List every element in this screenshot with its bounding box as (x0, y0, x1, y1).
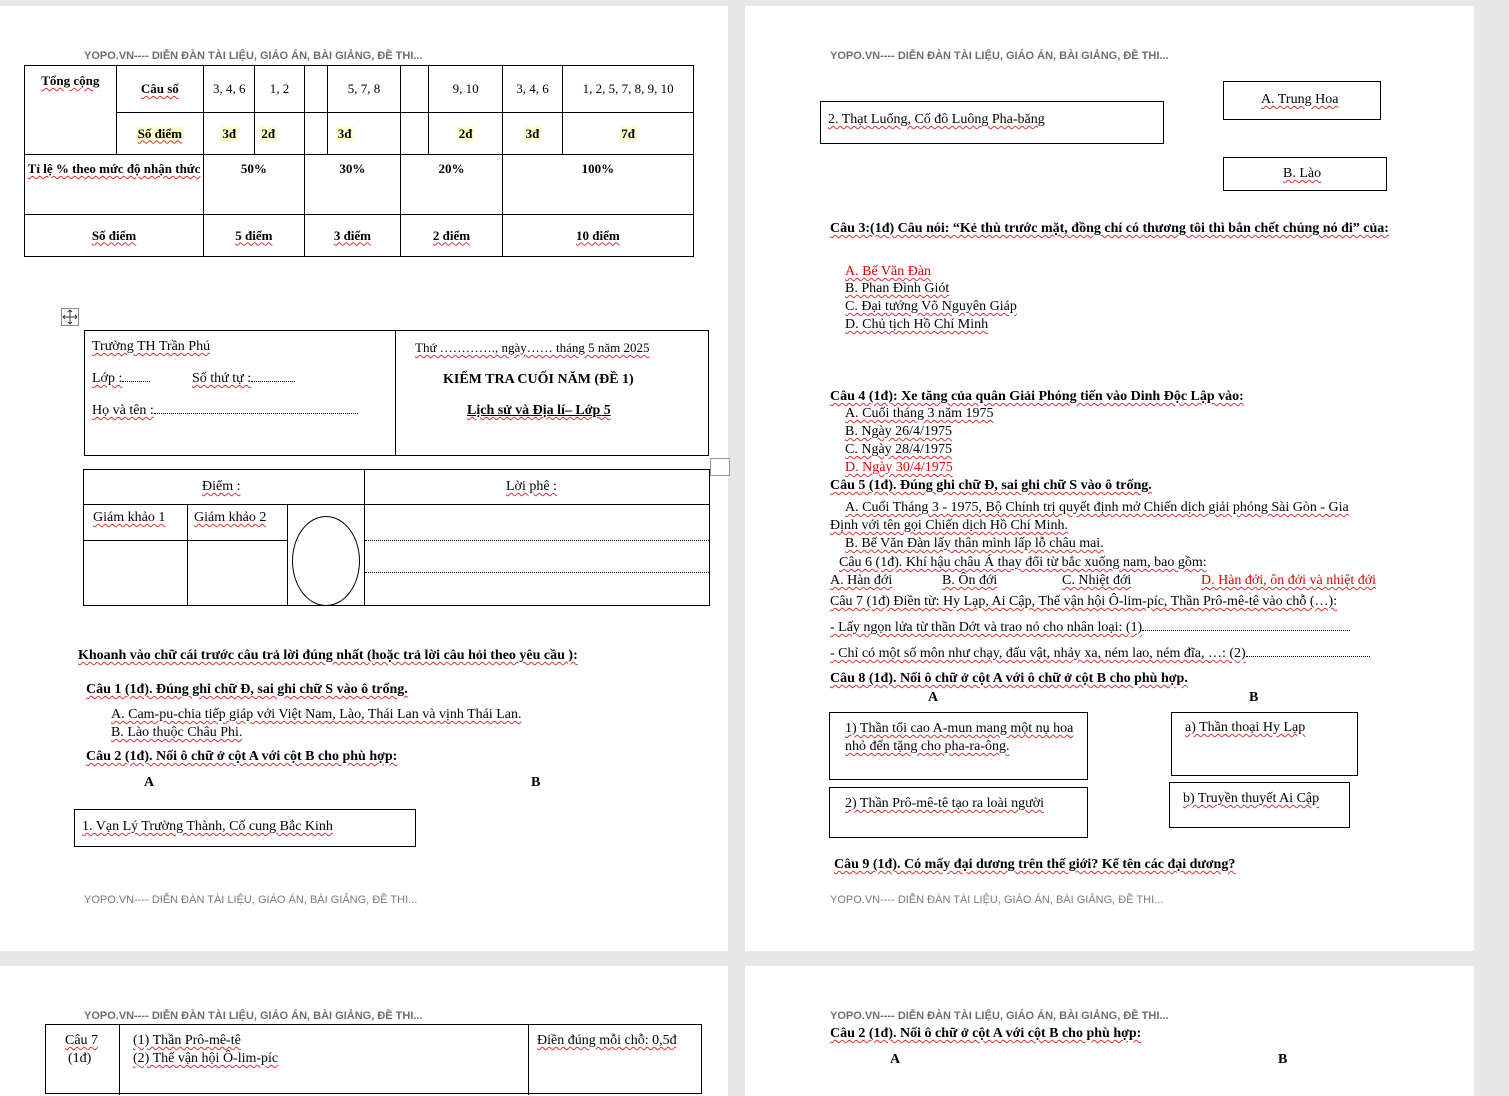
question-4-option-d: D. Ngày 30/4/1975 (845, 460, 953, 475)
answer-question-label: Câu 7 (65, 1033, 99, 1048)
score-label: Số điểm (91, 227, 137, 243)
question-4-option-b: B. Ngày 26/4/1975 (845, 424, 952, 439)
date-line: Thứ …………., ngày…… tháng 5 năm 2025 (415, 340, 650, 355)
match-box-a1[interactable] (74, 809, 416, 847)
resize-handle[interactable] (710, 458, 730, 476)
matrix-cell: 3, 4, 6 (204, 66, 255, 113)
match-text: b) Truyền thuyết Ai Cập (1183, 791, 1320, 806)
column-b-label: B (1278, 1052, 1288, 1067)
question-1-title: Câu 1 (1đ). Đúng ghi chữ Đ, sai ghi chữ S vào ô trống. (86, 682, 408, 697)
question-3-title: Câu 3:(1đ) Câu nói: “Kẻ thù trước mặt, đồng chí có thương tôi thì bắn chết chúng nó đi” của: (830, 221, 1389, 236)
answer-1: (1) Thần Prô-mê-tê (133, 1033, 241, 1048)
page-header: YOPO.VN---- DIỄN ĐÀN TÀI LIỆU, GIÁO ÁN, BÀI GIẢNG, ĐỀ THI... (84, 1010, 423, 1022)
question-8-title: Câu 8 (1đ). Nối ô chữ ở cột A với ô chữ ở cột B cho phù hợp. (830, 671, 1188, 686)
matrix-cell (304, 66, 327, 113)
matrix-cell (304, 113, 327, 155)
column-a-label: A (928, 690, 939, 705)
question-1-option-b: B. Lào thuộc Châu Phi. (111, 725, 243, 740)
matrix-cell: 10 điểm (576, 227, 620, 243)
matrix-cell: 5, 7, 8 (327, 66, 400, 113)
question-7-line-1[interactable]: - Lấy ngọn lửa từ thần Dớt và trao nó cho nhân loại: (1) (830, 620, 1350, 636)
class-field[interactable]: Lớp : (92, 371, 150, 387)
answer-points: (1đ) (68, 1051, 92, 1066)
page-header: YOPO.VN---- DIỄN ĐÀN TÀI LIỆU, GIÁO ÁN, BÀI GIẢNG, ĐỀ THI... (830, 1010, 1169, 1022)
exam-title: KIỂM TRA CUỐI NĂM (ĐỀ 1) (443, 372, 634, 387)
matrix-cell: 5 điểm (235, 227, 273, 243)
matrix-cell: 30% (304, 155, 401, 215)
match-box-8-b2[interactable] (1169, 782, 1350, 828)
subject-title: Lịch sử và Địa lí– Lớp 5 (467, 403, 611, 418)
instruction-text: Khoanh vào chữ cái trước câu trả lời đúng nhất (hoặc trả lời câu hỏi theo yêu cầu ): (78, 648, 578, 663)
question-5-option-a: A. Cuối Tháng 3 - 1975, Bộ Chính trị quyết định mở Chiến dịch giải phóng Sài Gòn - Gia (845, 500, 1349, 515)
question-2-title: Câu 2 (1đ). Nối ô chữ ở cột A với cột B cho phù hợp: (830, 1026, 1142, 1041)
page-footer: YOPO.VN---- DIỄN ĐÀN TÀI LIỆU, GIÁO ÁN, BÀI GIẢNG, ĐỀ THI... (830, 894, 1164, 906)
matrix-cell: 3đ (337, 125, 352, 141)
question-7-title: Câu 7 (1đ) Điền từ: Hy Lạp, Ai Cập, Thế vận hội Ô-lim-píc, Thần Prô-mê-tê vào chỗ (…): (830, 594, 1338, 609)
matrix-cell: 7đ (621, 125, 635, 141)
match-text: 1. Vạn Lý Trường Thành, Cố cung Bắc Kinh (82, 819, 333, 834)
match-text: 2. Thạt Luổng, Cố đô Luông Pha-băng (828, 112, 1045, 127)
matrix-cell: 20% (401, 155, 503, 215)
points-label: Số điểm (137, 125, 183, 141)
question-1-option-a: A. Cam-pu-chia tiếp giáp với Việt Nam, Lào, Thái Lan và vịnh Thái Lan. (111, 707, 522, 722)
question-4-title: Câu 4 (1đ): Xe tăng của quân Giải Phóng tiến vào Dinh Độc Lập vào: (830, 389, 1244, 404)
score-box (83, 469, 710, 606)
question-3-option-a: A. Bế Văn Đàn (845, 264, 932, 279)
column-a-label: A (144, 775, 155, 790)
matrix-cell: 3, 4, 6 (502, 66, 562, 113)
answer-2: (2) Thế vận hội Ô-lim-píc (133, 1051, 279, 1066)
page-1 (0, 6, 728, 951)
question-5-option-a-cont: Định với tên gọi Chiến dịch Hồ Chí Minh. (830, 518, 1069, 533)
question-3-option-d: D. Chủ tịch Hồ Chí Minh (845, 317, 989, 332)
scoring-note: Điền đúng mỗi chỗ: 0,5đ (537, 1033, 677, 1048)
name-field[interactable]: Họ và tên : (92, 403, 358, 419)
column-a-label: A (890, 1052, 901, 1067)
page-header: YOPO.VN---- DIỄN ĐÀN TÀI LIỆU, GIÁO ÁN, BÀI GIẢNG, ĐỀ THI... (830, 50, 1169, 62)
question-6-title: Câu 6 (1đ). Khí hậu châu Á thay đổi từ bắc xuống nam, bao gồm: (839, 555, 1207, 570)
matrix-cell: 2đ (458, 125, 473, 141)
examiner-2-label: Giám khảo 2 (194, 510, 267, 525)
seat-number-field[interactable]: Số thứ tự : (192, 371, 295, 387)
question-5-title: Câu 5 (1đ). Đúng ghi chữ Đ, sai ghi chữ S vào ô trống. (830, 478, 1152, 493)
comment-label: Lời phê : (506, 479, 557, 494)
question-3-option-c: C. Đại tướng Võ Nguyên Giáp (845, 299, 1017, 314)
answer-table (45, 1024, 702, 1094)
matrix-cell: 3 điểm (333, 227, 372, 243)
question-number-label: Câu số (140, 81, 179, 96)
match-box-b-b[interactable] (1223, 157, 1387, 191)
score-label: Điểm : (202, 479, 241, 494)
match-box-8-b1[interactable] (1171, 712, 1358, 776)
match-text: a) Thần thoại Hy Lạp (1185, 720, 1306, 735)
matrix-cell: 3đ (222, 125, 237, 141)
column-b-label: B (1249, 690, 1259, 705)
column-b-label: B (531, 775, 541, 790)
table-move-handle-icon[interactable] (61, 308, 79, 326)
page-4 (745, 966, 1474, 1096)
matrix-cell: 9, 10 (429, 66, 502, 113)
question-7-line-2[interactable]: - Chỉ có một số môn như chạy, đấu vật, nhảy xa, ném lao, ném đĩa, …: (2) (830, 646, 1370, 662)
question-6-option-c: C. Nhiệt đới (1062, 573, 1132, 588)
matrix-cell (401, 113, 429, 155)
question-3-option-b: B. Phan Đình Giót (845, 281, 950, 296)
match-box-8-a1[interactable] (829, 712, 1088, 780)
ratio-label: Tỉ lệ % theo mức độ nhận thức (27, 161, 201, 176)
question-2-title: Câu 2 (1đ). Nối ô chữ ở cột A với cột B cho phù hợp: (86, 749, 398, 764)
question-6-option-a: A. Hàn đới (830, 573, 893, 588)
question-4-option-a: A. Cuối tháng 3 năm 1975 (845, 406, 994, 421)
matrix-cell: 2 điểm (432, 227, 471, 243)
match-box-8-a2[interactable] (829, 787, 1088, 838)
match-text: 2) Thần Prô-mê-tê tạo ra loài người (845, 796, 1045, 811)
matrix-cell: 50% (204, 155, 305, 215)
question-6-option-d: D. Hàn đới, ôn đới và nhiệt đới (1201, 573, 1377, 588)
match-text: 1) Thần tối cao A-mun mang một nụ hoa nhỏ đến tặng cho pha-ra-ông. (845, 721, 1074, 754)
total-label: Tổng cộng (41, 73, 100, 88)
page-footer: YOPO.VN---- DIỄN ĐÀN TÀI LIỆU, GIÁO ÁN, BÀI GIẢNG, ĐỀ THI... (84, 894, 418, 906)
match-text: A. Trung Hoa (1261, 92, 1339, 107)
matrix-cell (401, 66, 429, 113)
match-box-a2[interactable] (820, 101, 1164, 144)
matrix-cell: 2đ (261, 125, 276, 141)
page-header: YOPO.VN---- DIỄN ĐÀN TÀI LIỆU, GIÁO ÁN, BÀI GIẢNG, ĐỀ THI... (84, 50, 423, 62)
question-5-option-b: B. Bế Văn Đàn lấy thân mình lấp lỗ châu mai. (845, 536, 1104, 551)
question-6-option-b: B. Ôn đới (942, 573, 998, 588)
match-text: B. Lào (1283, 166, 1322, 181)
page-3 (0, 966, 728, 1096)
matrix-cell: 100% (502, 155, 693, 215)
matrix-cell: 3đ (525, 125, 540, 141)
school-name: Trường TH Trần Phú (92, 339, 211, 354)
matrix-cell: 1, 2, 5, 7, 8, 9, 10 (563, 66, 694, 113)
question-4-option-c: C. Ngày 28/4/1975 (845, 442, 952, 457)
match-box-b-a[interactable] (1223, 81, 1381, 120)
matrix-cell: 1, 2 (255, 66, 304, 113)
score-matrix-table (24, 65, 694, 257)
score-circle[interactable] (292, 516, 360, 606)
exam-header-box (84, 330, 709, 456)
examiner-1-label: Giám khảo 1 (93, 510, 166, 525)
question-9-title: Câu 9 (1đ). Có mấy đại dương trên thế giới? Kể tên các đại dương? (834, 857, 1236, 872)
page-2 (745, 6, 1474, 951)
